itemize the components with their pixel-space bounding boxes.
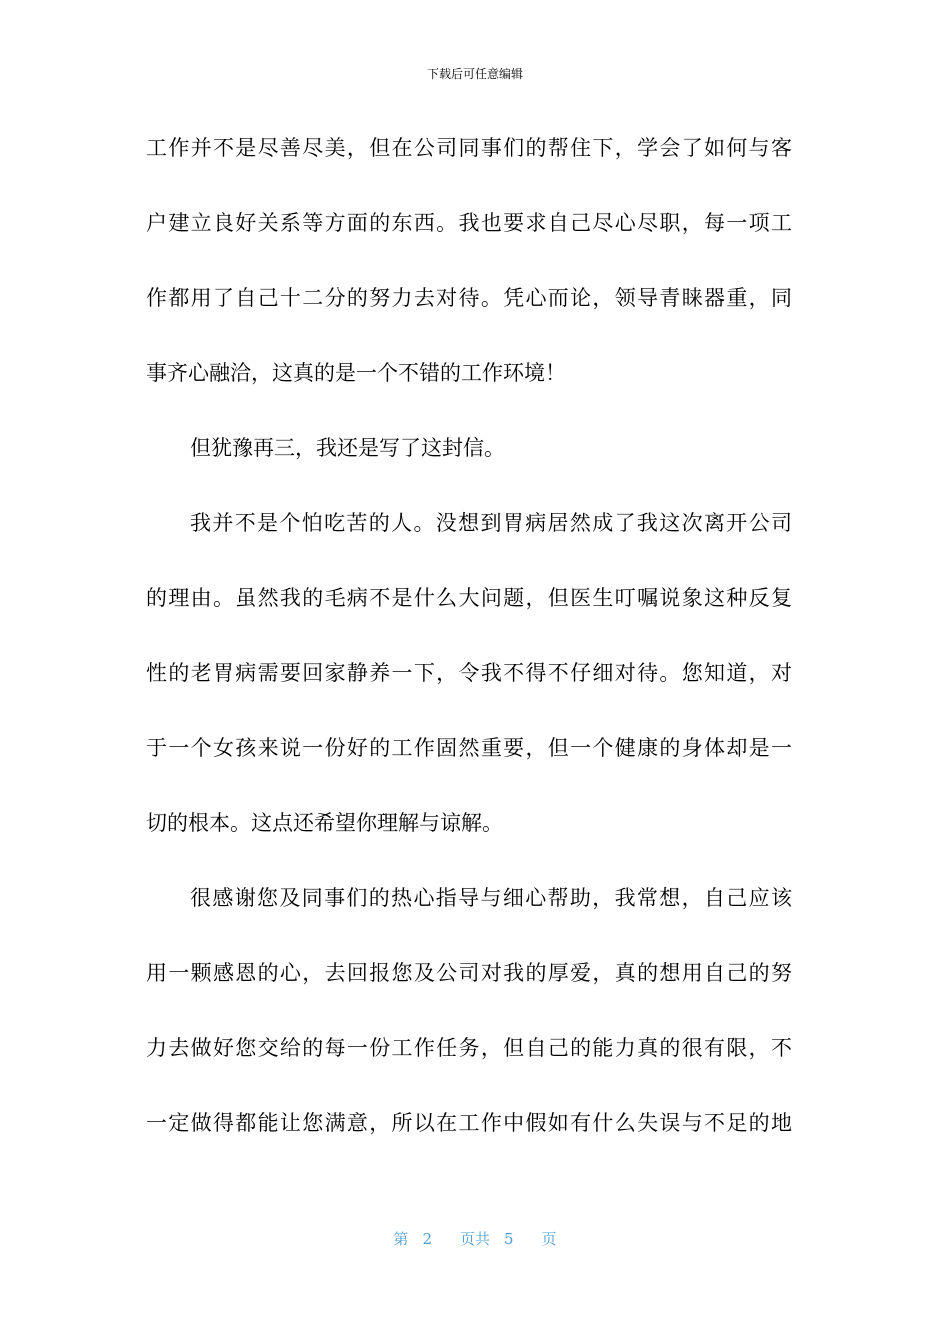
text-line: 切的根本。这点还希望你理解与谅解。 bbox=[146, 811, 503, 835]
total-pages-number: 5 bbox=[504, 1230, 514, 1248]
page-header: 下载后可任意编辑 bbox=[426, 67, 523, 81]
paragraph-first-line: 很感谢您及同事们的热心指导与细心帮助，我常想，自己应该 bbox=[190, 886, 792, 910]
text-line: 用一颗感恩的心，去回报您及公司对我的厚爱，真的想用自己的努 bbox=[146, 961, 792, 985]
text-line: 一定做得都能让您满意，所以在工作中假如有什么失误与不足的地 bbox=[146, 1111, 792, 1135]
text-line: 工作并不是尽善尽美，但在公司同事们的帮住下，学会了如何与客 bbox=[146, 136, 792, 160]
current-page-number: 2 bbox=[422, 1230, 432, 1248]
page-footer bbox=[0, 1229, 950, 1249]
page-label-mid: 页共 bbox=[459, 1230, 490, 1248]
page-label-suffix: 页 bbox=[541, 1230, 557, 1248]
text-line: 性的老胃病需要回家静养一下，令我不得不仔细对待。您知道，对 bbox=[146, 661, 792, 685]
text-line: 的理由。虽然我的毛病不是什么大问题，但医生叮嘱说象这种反复 bbox=[146, 586, 792, 610]
text-line: 力去做好您交给的每一份工作任务，但自己的能力真的很有限，不 bbox=[146, 1036, 792, 1060]
text-line: 事齐心融洽，这真的是一个不错的工作环境！ bbox=[146, 361, 566, 385]
document-body bbox=[146, 126, 792, 1176]
paragraph-first-line: 但犹豫再三，我还是写了这封信。 bbox=[190, 436, 505, 460]
paragraph-first-line: 我并不是个怕吃苦的人。没想到胃病居然成了我这次离开公司 bbox=[190, 511, 792, 535]
text-line: 户建立良好关系等方面的东西。我也要求自己尽心尽职，每一项工 bbox=[146, 211, 792, 235]
text-line: 作都用了自己十二分的努力去对待。凭心而论，领导青睐器重，同 bbox=[146, 286, 792, 310]
text-line: 于一个女孩来说一份好的工作固然重要，但一个健康的身体却是一 bbox=[146, 736, 792, 760]
page-label-prefix: 第 bbox=[393, 1230, 409, 1248]
